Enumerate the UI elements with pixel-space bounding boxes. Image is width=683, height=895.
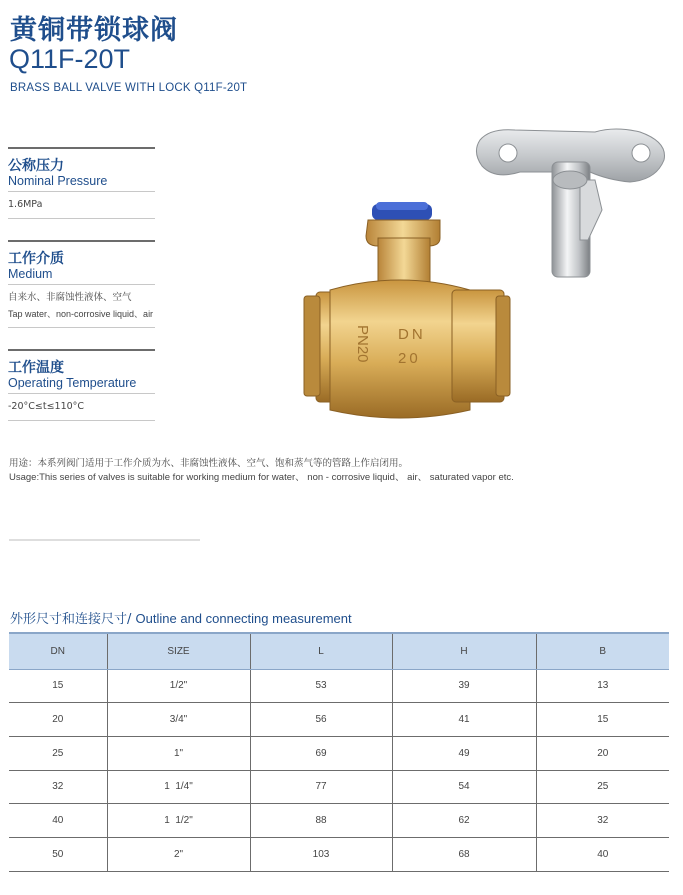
cell-b: 20 bbox=[536, 736, 669, 770]
cell-dn: 32 bbox=[9, 770, 107, 804]
cell-size: 1" bbox=[107, 736, 250, 770]
cell-dn: 50 bbox=[9, 837, 107, 871]
spec-divider bbox=[8, 240, 155, 242]
spec-divider bbox=[8, 349, 155, 351]
cell-size: 2" bbox=[107, 837, 250, 871]
cell-h: 62 bbox=[392, 804, 536, 838]
spec-label-cn: 公称压力 bbox=[8, 158, 64, 174]
page-subtitle: BRASS BALL VALVE WITH LOCK Q11F-20T bbox=[10, 82, 248, 94]
column-header-h: H bbox=[392, 633, 536, 669]
spec-value: 自来水、非腐蚀性液体、空气 bbox=[8, 292, 132, 303]
spec-value: -20°C≤t≤110°C bbox=[8, 401, 85, 412]
dimension-table bbox=[9, 632, 669, 872]
table-row bbox=[9, 837, 669, 871]
cell-b: 13 bbox=[536, 669, 669, 703]
spec-operating-temperature bbox=[8, 349, 156, 421]
cell-b: 15 bbox=[536, 703, 669, 737]
cell-l: 56 bbox=[250, 703, 392, 737]
spec-medium bbox=[8, 240, 156, 328]
table-row bbox=[9, 736, 669, 770]
table-title-en: Outline and connecting measurement bbox=[135, 611, 352, 626]
spec-value: 1.6MPa bbox=[8, 199, 43, 210]
model-number: Q11F-20T bbox=[9, 44, 131, 74]
column-header-b: B bbox=[536, 633, 669, 669]
table-row bbox=[9, 669, 669, 703]
usage-text bbox=[9, 457, 514, 485]
cell-b: 32 bbox=[536, 804, 669, 838]
spec-divider bbox=[8, 393, 155, 394]
cell-dn: 25 bbox=[9, 736, 107, 770]
cell-dn: 15 bbox=[9, 669, 107, 703]
valve-illustration bbox=[290, 120, 680, 420]
cell-h: 54 bbox=[392, 770, 536, 804]
cell-h: 41 bbox=[392, 703, 536, 737]
cell-l: 69 bbox=[250, 736, 392, 770]
spec-nominal-pressure bbox=[8, 147, 156, 219]
usage-cn: 用途：本系列阀门适用于工作介质为水、非腐蚀性液体、空气、饱和蒸气等的管路上作启闭用。 bbox=[9, 458, 409, 469]
spec-label-cn: 工作温度 bbox=[8, 360, 64, 376]
spec-value-en: Tap water、non-corrosive liquid、air bbox=[8, 309, 154, 319]
cell-size: 3/4" bbox=[107, 703, 250, 737]
product-image bbox=[290, 120, 680, 420]
table-title bbox=[10, 608, 352, 627]
valve-icon bbox=[304, 202, 510, 418]
spec-divider bbox=[8, 147, 155, 149]
spec-divider bbox=[8, 218, 155, 219]
spec-divider bbox=[8, 284, 155, 285]
body-marking-size: 20 bbox=[398, 350, 421, 367]
spec-divider bbox=[8, 420, 155, 421]
spec-divider bbox=[8, 191, 155, 192]
cell-dn: 40 bbox=[9, 804, 107, 838]
key-icon bbox=[476, 129, 664, 277]
usage-en: Usage:This series of valves is suitable for working medium for water、 non - corrosive liquid、 air、 saturated vapor etc. bbox=[9, 472, 514, 483]
spec-label-en: Nominal Pressure bbox=[8, 174, 108, 188]
cell-b: 40 bbox=[536, 837, 669, 871]
cell-l: 77 bbox=[250, 770, 392, 804]
spec-label-en: Operating Temperature bbox=[8, 376, 137, 390]
column-header-dn: DN bbox=[9, 633, 107, 669]
cell-b: 25 bbox=[536, 770, 669, 804]
page-title: 黄铜带锁球阀 bbox=[10, 15, 178, 46]
cell-h: 68 bbox=[392, 837, 536, 871]
table-row bbox=[9, 804, 669, 838]
section-divider bbox=[9, 539, 200, 541]
cell-size: 1 1/4" bbox=[107, 770, 250, 804]
cell-l: 88 bbox=[250, 804, 392, 838]
cell-h: 49 bbox=[392, 736, 536, 770]
table-title-cn: 外形尺寸和连接尺寸/ bbox=[10, 612, 132, 627]
column-header-l: L bbox=[250, 633, 392, 669]
spec-label-cn: 工作介质 bbox=[8, 251, 64, 267]
cell-h: 39 bbox=[392, 669, 536, 703]
table-row bbox=[9, 703, 669, 737]
table-header-row bbox=[9, 633, 669, 669]
body-marking-pn: PN20 bbox=[354, 325, 371, 363]
body-marking-dn: DN bbox=[398, 326, 426, 343]
cell-l: 103 bbox=[250, 837, 392, 871]
column-header-size: SIZE bbox=[107, 633, 250, 669]
cell-size: 1 1/2" bbox=[107, 804, 250, 838]
cell-size: 1/2" bbox=[107, 669, 250, 703]
cell-l: 53 bbox=[250, 669, 392, 703]
spec-divider bbox=[8, 327, 155, 328]
spec-label-en: Medium bbox=[8, 267, 53, 281]
table-row bbox=[9, 770, 669, 804]
cell-dn: 20 bbox=[9, 703, 107, 737]
